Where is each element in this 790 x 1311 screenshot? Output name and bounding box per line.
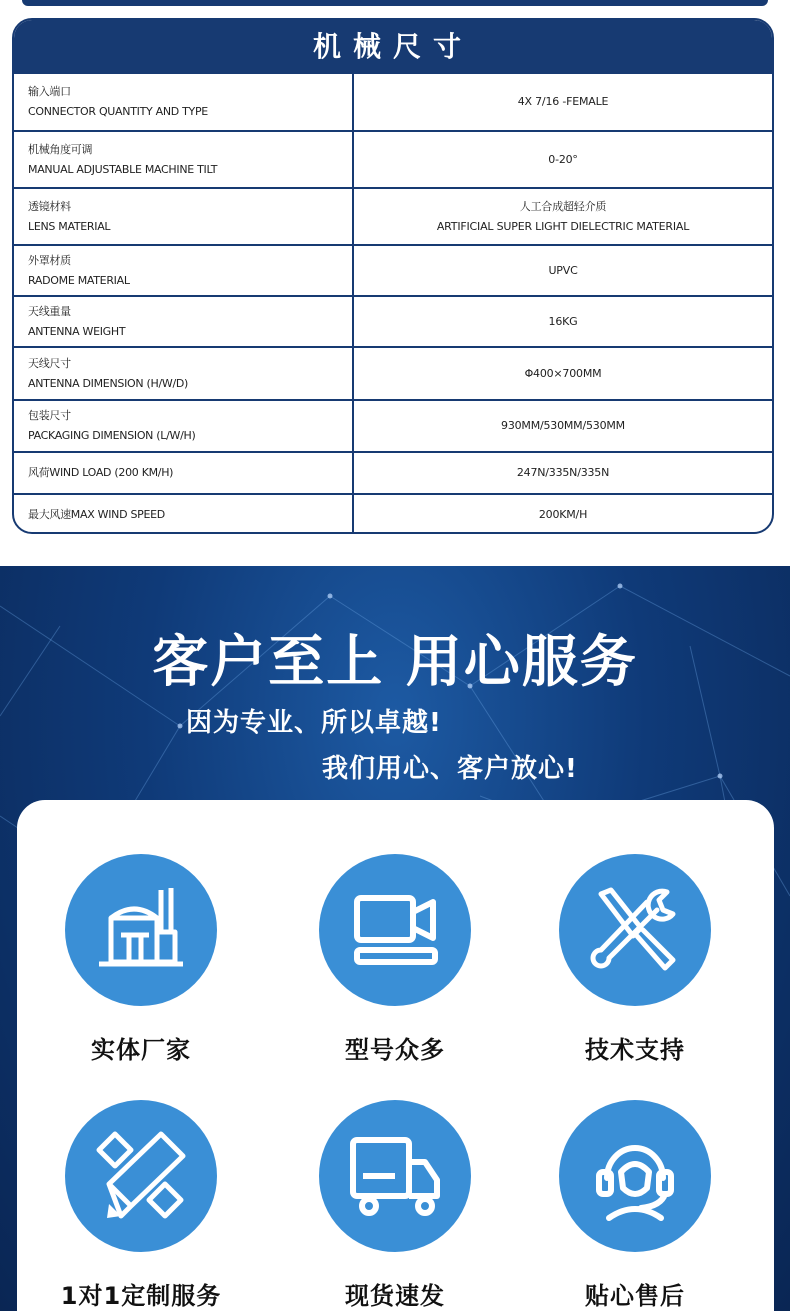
row-value: Φ400×700MM [524,366,602,380]
factory-icon [91,880,191,980]
feature-label: 1对1定制服务 [60,1282,222,1310]
row-cn: 机械角度可调 [28,142,93,156]
monitor-camera-icon [345,880,445,980]
row-en: PACKAGING DIMENSION (L/W/H) [28,429,196,442]
feature-label: 型号众多 [345,1036,445,1064]
feature-item [295,1100,495,1311]
spec-row [14,348,772,401]
spec-row [14,401,772,453]
row-cn: 天线重量 [28,304,71,318]
spec-row [14,132,772,189]
row-cn: 天线尺寸 [28,356,71,370]
service-subtitle-1: 因为专业、所以卓越! [186,708,442,738]
tools-icon [585,880,685,980]
row-value: UPVC [548,263,578,277]
row-en: MANUAL ADJUSTABLE MACHINE TILT [28,162,218,176]
row-value: 16KG [548,314,578,328]
feature-label: 贴心售后 [585,1282,685,1310]
row-value: 247N/335N/335N [516,466,610,479]
row-cn: 风荷WIND LOAD (200 KM/H) [28,466,174,479]
row-en: RADOME MATERIAL [28,273,130,287]
spec-title: 机械尺寸 [14,20,772,74]
row-en: LENS MATERIAL [28,219,111,233]
feature-label: 现货速发 [345,1282,445,1310]
feature-item [41,1100,241,1311]
headset-support-icon [585,1126,685,1226]
row-value: 人工合成超轻介质 [519,199,607,213]
spec-table [12,18,774,534]
row-cn: 最大风速MAX WIND SPEED [28,507,165,521]
row-cn: 输入端口 [28,85,71,98]
feature-label: 技术支持 [585,1036,685,1064]
pencil-ruler-icon [91,1126,191,1226]
feature-item [41,854,241,1065]
spec-row [14,495,772,534]
row-value2: ARTIFICIAL SUPER LIGHT DIELECTRIC MATERIAL [436,219,690,233]
delivery-truck-icon [345,1126,445,1226]
feature-item [535,854,735,1065]
feature-label: 实体厂家 [91,1036,191,1064]
row-en: ANTENNA WEIGHT [28,324,126,338]
feature-item [535,1100,735,1311]
service-section [0,566,790,1311]
spec-row [14,297,772,348]
spec-row [14,246,772,297]
row-cn: 包装尺寸 [28,409,71,422]
row-value: 930MM/530MM/530MM [501,419,625,432]
top-bar [22,0,768,6]
service-subtitle-2: 我们用心、客户放心! [322,754,578,784]
row-cn: 外罩材质 [28,253,71,267]
spec-row [14,74,772,132]
row-en: CONNECTOR QUANTITY AND TYPE [28,105,208,118]
row-cn: 透镜材料 [28,199,71,213]
spec-row [14,189,772,246]
row-en: ANTENNA DIMENSION (H/W/D) [28,376,189,390]
feature-item [295,854,495,1065]
spec-row [14,453,772,495]
row-value: 200KM/H [538,507,588,521]
service-title: 客户至上 用心服务 [152,630,638,695]
features-card [17,800,774,1311]
row-value: 0-20° [548,152,578,166]
row-value: 4X 7/16 -FEMALE [517,95,609,108]
